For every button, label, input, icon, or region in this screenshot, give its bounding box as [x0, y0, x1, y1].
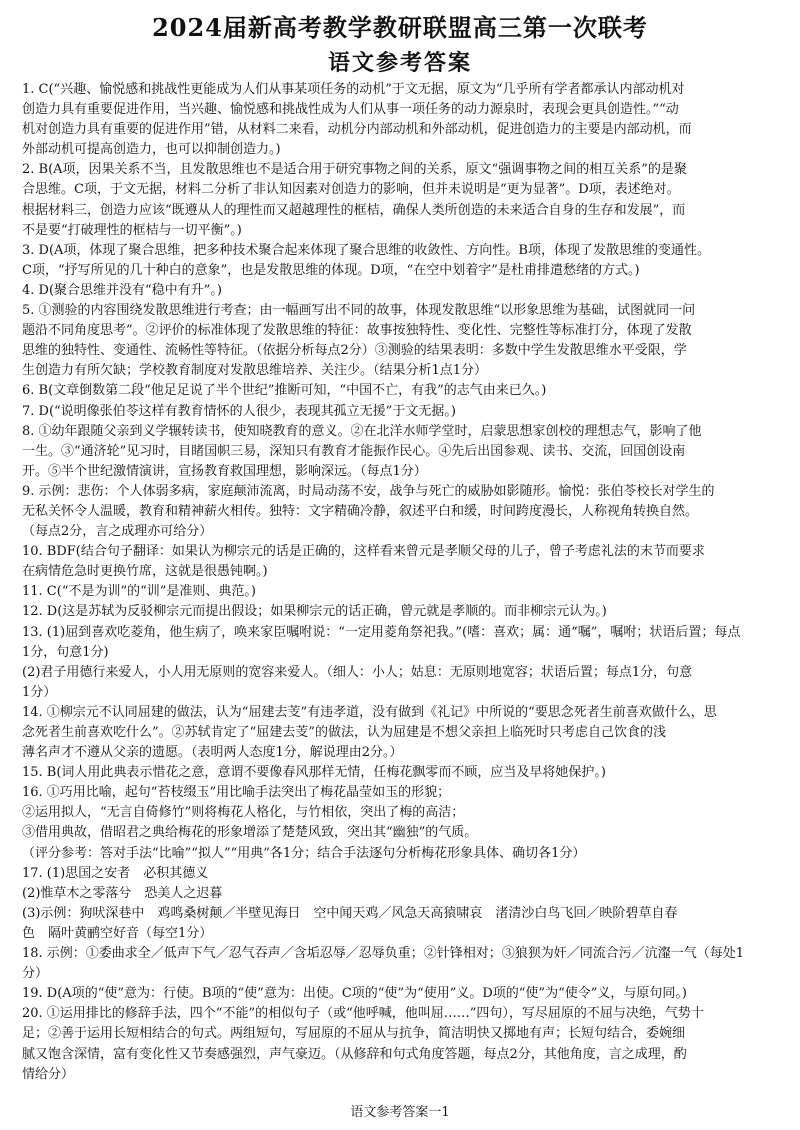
answer-text-line: 创造力具有重要促进作用，当兴趣、愉悦感和挑战性成为人们从事一项任务的动力源泉时，表现会更具创造性。”“动: [22, 102, 679, 118]
answer-text-line: (2)君子用德行来爱人，小人用无原则的宽容来爱人。（细人：小人；姑息：无原则地宽容；状语后置；每点1分，句意: [22, 664, 693, 680]
answer-text-line: 分）: [22, 966, 49, 982]
answer-text-line: 17. (1)思国之安者 必积其德义: [22, 865, 209, 881]
answer-text-line: 题沿不同角度思考”。②评价的标准体现了发散思维的特征：故事按独特性、变化性、完整性等标准打分，体现了发散: [22, 323, 692, 339]
answer-text-line: 念死者生前喜欢吃什么”。②苏轼肯定了“屈建去芰”的做法，认为屈建是不想父亲担上临死时只考虑自己饮食的浅: [22, 725, 666, 740]
answer-text-line: 12. D(这是苏轼为反驳柳宗元而提出假设；如果柳宗元的话正确，曾元就是孝顺的。而非柳宗元认为。): [22, 604, 607, 620]
answer-text-line: 11. C(“不是为训”的“训”是准则、典范。): [22, 584, 256, 600]
answer-text-line: 根据材料三，创造力应该“既遵从人的理性而又超越理性的框桔，确保人类所创造的未来适合自身的生存和发展”，而: [22, 202, 686, 218]
answer-text-line: 4. D(聚合思维并没有“稳中有升”。): [22, 282, 222, 298]
answer-text-line: 思维的独特性、变通性、流畅性等特征。（依据分析每点2分）③测验的结果表明：多数中学生发散思维水平受限，学: [22, 343, 687, 359]
document-subtitle: 语文参考答案: [327, 51, 472, 76]
answer-text-line: 1分，句意1分): [22, 644, 109, 660]
answer-text-line: 13. (1)屈到喜欢吃菱角，他生病了，唤来家臣嘱咐说：“一定用菱角祭祀我。”(嗜：喜欢；属：通“嘱”，嘱咐；状语后置；每点: [22, 624, 741, 640]
answer-text-line: (2)惟草木之零落兮 恐美人之迟暮: [22, 885, 223, 901]
answer-text-line: （每点2分，言之成理亦可给分）: [22, 524, 213, 540]
answer-text-line: 生创造力有所欠缺；学校教育制度对发散思维培养、关注少。（结果分析1点1分）: [22, 363, 488, 379]
answer-text-line: 5. ①测验的内容围绕发散思维进行考查；由一幅画写出不同的故事，体现发散思维“以形象思维为基础，试图就同一问: [22, 303, 696, 319]
answer-text-line: 10. BDF(结合句子翻译：如果认为柳宗元的话是正确的，这样看来曾元是孝顺父母的儿子，曾子考虑礼法的末节而要求: [22, 544, 705, 560]
answer-text-line: 色 隔叶黄鹂空好音（每空1分）: [22, 925, 213, 941]
answer-text-line: 足；②善于运用长短相结合的句式。两组短句，写屈原的不屈从与抗争，简洁明快又掷地有声；长短句结合，委婉细: [22, 1026, 686, 1042]
answer-text-line: 机对创造力具有重要的促进作用”错，从材料二来看，动机分内部动机和外部动机，促进创造力的主要是内部动机，而: [22, 122, 692, 138]
answer-text-line: 16. ①巧用比喻，起句“苔枝缀玉”用比喻手法突出了梅花晶莹如玉的形貌；: [22, 785, 451, 801]
document-title: 2024届新高考教学教研联盟高三第一次联考: [152, 13, 648, 42]
answer-text-line: 2. B(A项，因果关系不当，且发散思维也不是适合用于研究事物之间的关系，原文“强调事物之间的相互关系”的是聚: [22, 162, 687, 178]
answer-text-line: 1. C(“兴趣、愉悦感和挑战性更能成为人们从事某项任务的动机”于文无据，原文为“几乎所有学者都承认内部动机对: [22, 82, 685, 97]
answer-text-line: 20. ①运用排比的修辞手法，四个“不能”的相似句子（或“他呼喊，他叫屈……”四句），写尽屈原的不屈与决绝，气势十: [22, 1006, 704, 1022]
answer-text-line: 1分）: [22, 684, 57, 700]
answer-text-line: (3)示例：狗吠深巷中 鸡鸣桑树颠／半壁见海日 空中闻天鸡／风急天高猿啸哀 渚清沙白鸟飞回／映阶碧草自春: [22, 905, 678, 921]
answer-text-line: 一生。③“通济轮”见习时，目睹国帜三易，深知只有教育才能振作民心。④先后出国参观、读书、交流，回国创设南: [22, 443, 686, 459]
answer-text-line: 6. B(文章倒数第二段“他足足说了半个世纪”推断可知，“中国不亡，有我”的志气由来已久。): [22, 383, 547, 399]
answer-body: [22, 80, 780, 1085]
answer-text-line: 8. ①幼年跟随父亲到义学辗转读书，使知晓教育的意义。②在北洋水师学堂时，启蒙思想家创校的理想志气，影响了他: [22, 423, 702, 439]
answer-text-line: 在病情危急时更换竹席，这就是很愚钝啊。): [22, 564, 268, 580]
answer-text-line: 7. D(“说明像张伯苓这样有教育情怀的人很少，表现其孤立无援”于文无据。): [22, 403, 456, 419]
answer-text-line: ③借用典故，借昭君之典给梅花的形象增添了楚楚风致，突出其“幽独”的气质。: [22, 825, 478, 841]
page-footer: 语文参考答案一1: [350, 1105, 450, 1120]
answer-text-line: ②运用拟人，“无言自倚修竹”则将梅花人格化，与竹相依，突出了梅的高洁；: [22, 805, 465, 821]
answer-text-line: 无私关怀令人温暖，教育和精神薪火相传。独特：文字精确冷静，叙述平白和缓，时间跨度漫长，人称视角转换自然。: [22, 503, 699, 519]
answer-text-line: （评分参考：答对手法“比喻”“拟人”“用典”各1分；结合手法逐句分析梅花形象具体、确切各1分）: [22, 845, 586, 861]
answer-text-line: 14. ①柳宗元不认同屈建的做法，认为“屈建去芰”有违孝道，没有做到《礼记》中所说的“要思念死者生前喜欢做什么，思: [22, 704, 717, 720]
answer-text-line: 9. 示例：悲伤：个人体弱多病，家庭颠沛流离，时局动荡不安，战争与死亡的威胁如影随形。愉悦：张伯苓校长对学生的: [22, 483, 715, 499]
answer-text-line: 开。⑤半个世纪激情演讲，宣扬教育救国理想，影响深远。（每点1分）: [22, 463, 427, 479]
answer-text-line: 情给分）: [22, 1066, 75, 1082]
answer-text-line: 不是要“打破理性的框桔与一切平衡”。): [22, 222, 242, 238]
answer-text-line: 18. 示例：①委曲求全／低声下气／忍气吞声／含垢忍辱／忍辱负重；②针锋相对；③狼狈为奸／同流合污／沆瀣一气（每处1: [22, 946, 745, 962]
answer-text-line: 15. B(词人用此典表示惜花之意，意谓不要像春风那样无情，任梅花飘零而不顾，应当及早将她保护。): [22, 765, 607, 781]
answer-text-line: 19. D(A项的“使”意为：行使。B项的“使”意为：出使。C项的“使”为“使用”义。D项的“使”为“使令”义，与原句同。): [22, 986, 687, 1002]
answer-text-line: 3. D(A项，体现了聚合思维，把多种技术聚合起来体现了聚合思维的收敛性、方向性。B项，体现了发散思维的变通性。: [22, 242, 710, 258]
answer-text-line: 外部动机可提高创造力，也可以抑制创造力。): [22, 142, 281, 158]
answer-text-line: 薄名声才不遵从父亲的遗愿。（表明两人态度1分，解说理由2分。）: [22, 745, 403, 761]
answer-text-line: 合思维。C项，于文无据，材料二分析了非认知因素对创造力的影响，但并未说明是“更为显著”。D项，表述绝对。: [22, 182, 680, 198]
answer-text-line: C项，“抒写所见的几十种白的意象”，也是发散思维的体现。D项，“在空中划着字”是杜甫排遣愁绪的方式。): [22, 262, 640, 278]
answer-text-line: 腻又饱含深情，富有变化性又节奏感强烈，声气豪迈。（从修辞和句式角度答题，每点2分，其他角度，言之成理，酌: [22, 1046, 687, 1062]
